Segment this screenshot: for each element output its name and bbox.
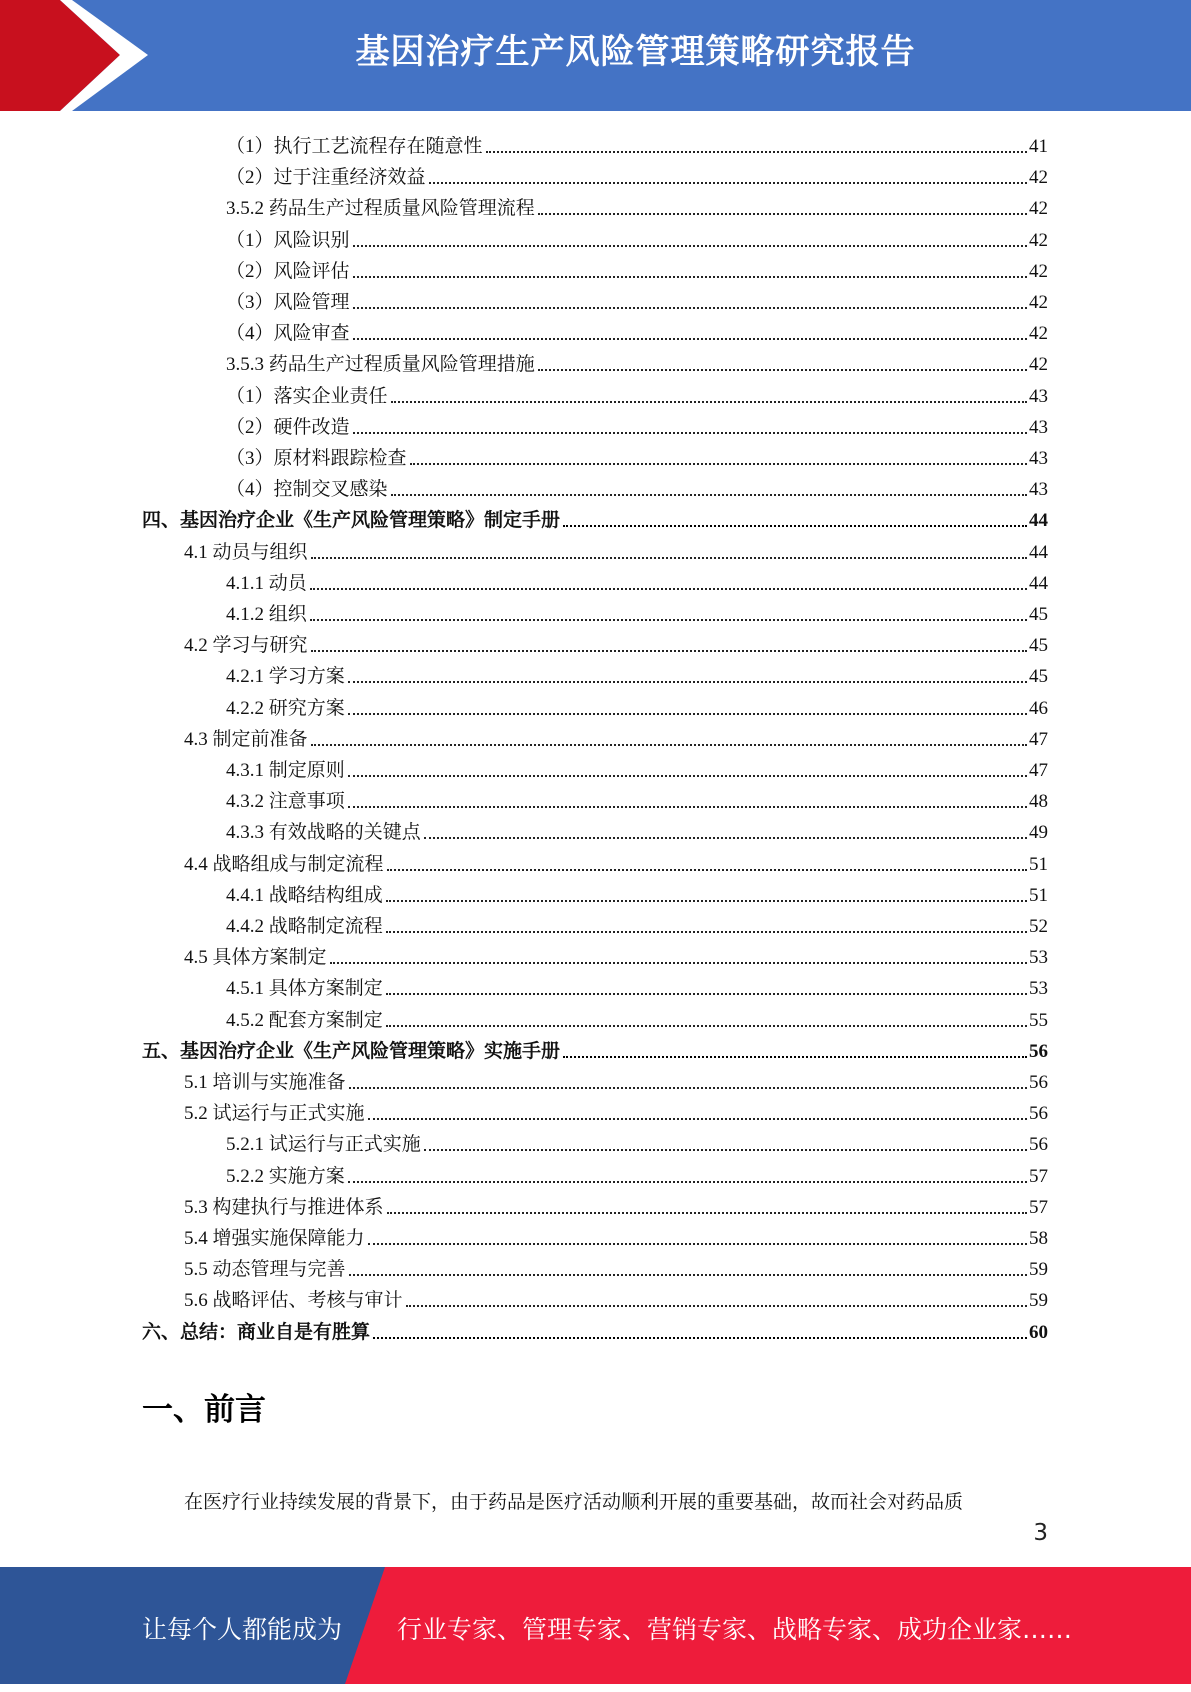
toc-dot-leader xyxy=(386,1024,1027,1027)
page-footer xyxy=(0,1567,1191,1684)
toc-dot-leader xyxy=(310,587,1027,590)
toc-entry-page: 44 xyxy=(1029,510,1048,532)
toc-dot-leader xyxy=(429,181,1027,184)
toc-dot-leader xyxy=(386,992,1027,995)
toc-entry[interactable] xyxy=(226,377,1048,408)
toc-entry-label: 4.1 动员与组织 xyxy=(184,541,308,563)
toc-dot-leader xyxy=(387,868,1027,871)
toc-dot-leader xyxy=(353,244,1027,247)
toc-entry-label: 4.1.2 组织 xyxy=(226,604,307,625)
toc-dot-leader xyxy=(406,1304,1027,1307)
toc-entry-label: （1）执行工艺流程存在随意性 xyxy=(226,136,483,157)
document-title: 基因治疗生产风险管理策略研究报告 xyxy=(355,32,916,72)
toc-dot-leader xyxy=(311,743,1027,746)
toc-entry-label: 4.3.2 注意事项 xyxy=(226,791,345,813)
toc-dot-leader xyxy=(424,836,1027,839)
toc-entry-label: （2）风险评估 xyxy=(226,260,350,282)
toc-entry[interactable] xyxy=(184,1063,1048,1094)
toc-dot-leader xyxy=(310,618,1027,621)
toc-entry[interactable] xyxy=(184,1094,1048,1125)
toc-entry[interactable] xyxy=(226,158,1048,189)
toc-entry[interactable] xyxy=(226,813,1048,844)
toc-entry-page: 43 xyxy=(1029,416,1048,438)
toc-entry-page: 46 xyxy=(1029,697,1048,719)
toc-entry-label: 4.3.1 制定原则 xyxy=(226,760,345,781)
toc-dot-leader xyxy=(373,1336,1027,1339)
toc-entry[interactable] xyxy=(226,782,1048,813)
toc-entry-page: 43 xyxy=(1029,479,1048,501)
toc-entry-page: 56 xyxy=(1029,1103,1048,1125)
toc-entry[interactable] xyxy=(226,689,1048,720)
toc-dot-leader xyxy=(353,275,1027,278)
toc-dot-leader xyxy=(348,712,1027,715)
toc-entry-label: 4.5.1 具体方案制定 xyxy=(226,978,383,1000)
toc-entry-page: 56 xyxy=(1029,1072,1048,1093)
toc-dot-leader xyxy=(353,306,1027,309)
toc-dot-leader xyxy=(353,431,1027,434)
toc-entry-label: （4）风险审查 xyxy=(226,323,350,345)
toc-entry-label: 4.5.2 配套方案制定 xyxy=(226,1009,383,1031)
toc-entry[interactable] xyxy=(226,345,1048,376)
body-paragraph: 在医疗行业持续发展的背景下，由于药品是医疗活动顺利开展的重要基础，故而社会对药品质 xyxy=(184,1492,964,1513)
toc-entry-label: 4.3.3 有效战略的关键点 xyxy=(226,822,421,844)
toc-entry-page: 44 xyxy=(1029,572,1048,594)
toc-entry[interactable] xyxy=(142,1313,1048,1344)
toc-entry-label: （2）过于注重经济效益 xyxy=(226,167,426,189)
toc-entry-page: 59 xyxy=(1029,1290,1048,1312)
toc-entry[interactable] xyxy=(226,876,1048,907)
toc-dot-leader xyxy=(348,805,1027,808)
toc-entry-label: 5.5 动态管理与完善 xyxy=(184,1259,346,1281)
toc-entry[interactable] xyxy=(226,221,1048,252)
toc-dot-leader xyxy=(311,556,1027,559)
toc-dot-leader xyxy=(348,680,1027,683)
toc-entry-page: 60 xyxy=(1029,1321,1048,1343)
toc-entry-page: 45 xyxy=(1029,666,1048,688)
toc-dot-leader xyxy=(348,1180,1027,1183)
toc-entry-page: 58 xyxy=(1029,1228,1048,1249)
toc-entry-page: 45 xyxy=(1029,604,1048,625)
toc-dot-leader xyxy=(368,1242,1027,1245)
toc-entry-label: 4.4.1 战略结构组成 xyxy=(226,884,383,906)
toc-entry[interactable] xyxy=(226,252,1048,283)
toc-dot-leader xyxy=(563,524,1027,527)
toc-entry[interactable] xyxy=(184,720,1048,751)
toc-entry-page: 42 xyxy=(1029,323,1048,345)
toc-entry-label: 4.1.1 动员 xyxy=(226,572,307,594)
toc-entry-label: 4.5 具体方案制定 xyxy=(184,947,327,969)
toc-entry[interactable] xyxy=(226,127,1048,158)
toc-dot-leader xyxy=(386,930,1027,933)
toc-entry-page: 47 xyxy=(1029,728,1048,750)
footer-slogan-right: 行业专家、管理专家、营销专家、战略专家、成功企业家…… xyxy=(397,1615,1073,1644)
toc-dot-leader xyxy=(311,649,1027,652)
toc-dot-leader xyxy=(330,961,1027,964)
toc-entry-page: 59 xyxy=(1029,1259,1048,1281)
toc-entry[interactable] xyxy=(226,283,1048,314)
toc-entry-label: 5.2.2 实施方案 xyxy=(226,1165,345,1187)
toc-entry-page: 57 xyxy=(1029,1165,1048,1187)
toc-entry-page: 53 xyxy=(1029,978,1048,1000)
toc-entry-page: 53 xyxy=(1029,947,1048,969)
toc-dot-leader xyxy=(348,774,1027,777)
toc-entry-page: 56 xyxy=(1029,1040,1048,1062)
toc-dot-leader xyxy=(538,212,1027,215)
toc-entry[interactable] xyxy=(184,1250,1048,1281)
toc-entry[interactable] xyxy=(226,1001,1048,1032)
toc-entry[interactable] xyxy=(226,1125,1048,1156)
toc-entry-label: 四、基因治疗企业《生产风险管理策略》制定手册 xyxy=(142,510,561,532)
toc-entry-page: 47 xyxy=(1029,760,1048,781)
toc-dot-leader xyxy=(368,1117,1027,1120)
toc-entry[interactable] xyxy=(226,439,1048,470)
toc-entry-label: 5.6 战略评估、考核与审计 xyxy=(184,1290,403,1312)
toc-entry-label: （1）落实企业责任 xyxy=(226,385,388,407)
toc-entry[interactable] xyxy=(142,1032,1048,1063)
toc-entry-label: 3.5.2 药品生产过程质量风险管理流程 xyxy=(226,198,535,220)
toc-entry-page: 42 xyxy=(1029,354,1048,376)
toc-entry-page: 48 xyxy=(1029,791,1048,813)
toc-entry-label: 5.1 培训与实施准备 xyxy=(184,1072,346,1093)
toc-entry[interactable] xyxy=(184,1281,1048,1312)
toc-entry[interactable] xyxy=(184,938,1048,969)
toc-entry-page: 41 xyxy=(1029,136,1048,157)
toc-entry-label: 5.2 试运行与正式实施 xyxy=(184,1103,365,1125)
toc-entry-label: （2）硬件改造 xyxy=(226,416,350,438)
toc-entry[interactable] xyxy=(184,1219,1048,1250)
toc-entry-label: 5.4 增强实施保障能力 xyxy=(184,1228,365,1249)
toc-dot-leader xyxy=(386,899,1027,902)
toc-dot-leader xyxy=(538,368,1027,371)
toc-entry[interactable] xyxy=(184,845,1048,876)
toc-entry-page: 51 xyxy=(1029,884,1048,906)
toc-entry[interactable] xyxy=(226,470,1048,501)
toc-entry-label: （3）风险管理 xyxy=(226,292,350,313)
toc-entry-page: 49 xyxy=(1029,822,1048,844)
toc-entry[interactable] xyxy=(184,1188,1048,1219)
toc-entry-label: 4.4.2 战略制定流程 xyxy=(226,916,383,937)
toc-dot-leader xyxy=(410,462,1027,465)
toc-dot-leader xyxy=(424,1148,1027,1151)
toc-dot-leader xyxy=(349,1273,1027,1276)
toc-entry-page: 51 xyxy=(1029,853,1048,875)
toc-entry[interactable] xyxy=(184,533,1048,564)
toc-entry-page: 56 xyxy=(1029,1134,1048,1156)
toc-dot-leader xyxy=(387,1211,1027,1214)
toc-entry[interactable] xyxy=(226,1157,1048,1188)
toc-entry-label: 五、基因治疗企业《生产风险管理策略》实施手册 xyxy=(142,1040,561,1062)
toc-entry-label: 4.3 制定前准备 xyxy=(184,728,308,750)
toc-entry-label: 六、总结：商业自是有胜算 xyxy=(142,1321,371,1343)
toc-entry[interactable] xyxy=(226,969,1048,1000)
section-heading: 一、前言 xyxy=(142,1392,266,1428)
footer-slogan-left: 让每个人都能成为 xyxy=(142,1615,343,1644)
toc-entry[interactable] xyxy=(226,314,1048,345)
toc-entry-page: 43 xyxy=(1029,448,1048,469)
toc-entry-page: 52 xyxy=(1029,916,1048,937)
toc-entry-label: （4）控制交叉感染 xyxy=(226,479,388,501)
toc-dot-leader xyxy=(349,1086,1027,1089)
toc-entry[interactable] xyxy=(226,657,1048,688)
toc-entry-label: 4.2 学习与研究 xyxy=(184,635,308,657)
toc-dot-leader xyxy=(563,1055,1027,1058)
toc-entry[interactable] xyxy=(142,501,1048,532)
toc-entry-page: 43 xyxy=(1029,385,1048,407)
toc-entry[interactable] xyxy=(226,564,1048,595)
toc-entry[interactable] xyxy=(226,595,1048,626)
toc-entry-page: 42 xyxy=(1029,229,1048,251)
toc-dot-leader xyxy=(391,493,1027,496)
toc-entry[interactable] xyxy=(226,907,1048,938)
toc-entry-page: 42 xyxy=(1029,198,1048,220)
toc-entry-label: 4.2.1 学习方案 xyxy=(226,666,345,688)
toc-entry-page: 45 xyxy=(1029,635,1048,657)
toc-dot-leader xyxy=(486,150,1027,153)
page-number: 3 xyxy=(1033,1520,1048,1546)
toc-entry-label: 3.5.3 药品生产过程质量风险管理措施 xyxy=(226,354,535,376)
toc-entry-page: 57 xyxy=(1029,1196,1048,1218)
toc-dot-leader xyxy=(391,400,1027,403)
toc-entry-label: 4.2.2 研究方案 xyxy=(226,697,345,719)
toc-entry-page: 44 xyxy=(1029,541,1048,563)
page-header xyxy=(0,0,1191,111)
toc-entry[interactable] xyxy=(184,626,1048,657)
toc-entry-page: 55 xyxy=(1029,1009,1048,1031)
toc-entry-label: （3）原材料跟踪检查 xyxy=(226,448,407,469)
toc-entry[interactable] xyxy=(226,189,1048,220)
toc-dot-leader xyxy=(353,337,1027,340)
toc-entry-label: 4.4 战略组成与制定流程 xyxy=(184,853,384,875)
toc-entry-page: 42 xyxy=(1029,292,1048,313)
toc-entry-page: 42 xyxy=(1029,260,1048,282)
toc-entry-label: 5.2.1 试运行与正式实施 xyxy=(226,1134,421,1156)
toc-entry-label: 5.3 构建执行与推进体系 xyxy=(184,1196,384,1218)
toc-entry-page: 42 xyxy=(1029,167,1048,189)
toc-entry-label: （1）风险识别 xyxy=(226,229,350,251)
toc-entry[interactable] xyxy=(226,751,1048,782)
toc-entry[interactable] xyxy=(226,408,1048,439)
